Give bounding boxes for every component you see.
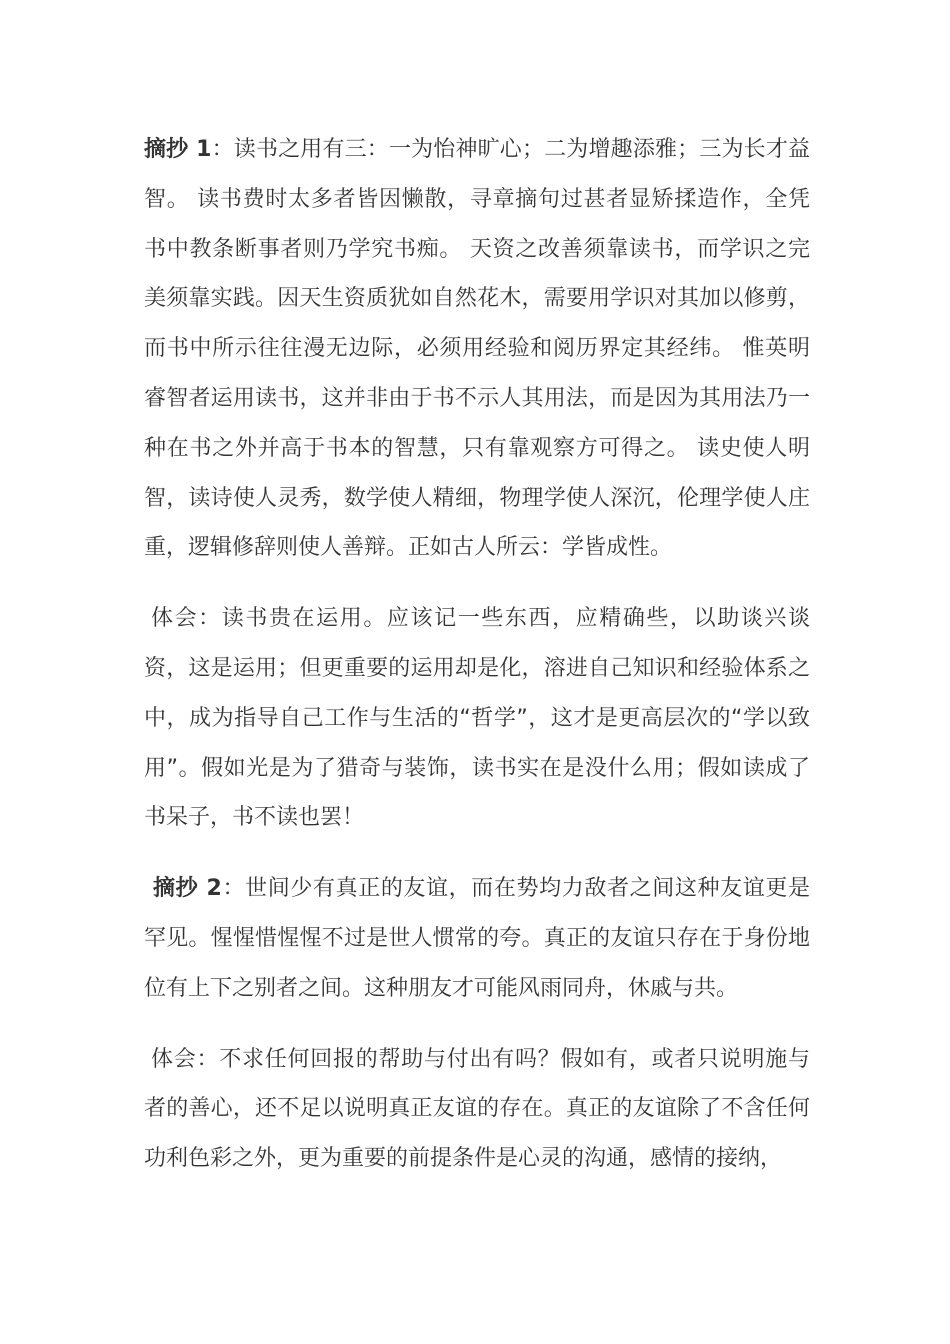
reflection-paragraph-1 bbox=[144, 594, 810, 843]
excerpt-text-2: ：世间少有真正的友谊，而在势均力敌者之间这种友谊更是罕见。惺惺惜惺惺不过是世人惯常的夸。真正的友谊只存在于身份地位有上下之别者之间。这种朋友才可能风雨同舟，休戚与共。 bbox=[144, 876, 810, 1001]
excerpt-text-1: ：读书之用有三：一为怡神旷心；二为增趣添雅；三为长才益智。 读书费时太多者皆因懒散，寻章摘句过甚者显矫揉造作，全凭书中教条断事者则乃学究书痴。 天资之改善须靠读书，而学识之完美须靠实践。因天生资质犹如自然花木，需要用学识对其加以修剪，而书中所示往往漫无边际，必须用经验和阅历界定其经纬。 惟英明睿智者运用读书，这并非由于书不示人其用法，而是因为其用法乃一种在书之外并高于书本的智慧，只有靠观察方可得之。 读史使人明智，读诗使人灵秀，数学使人精细，物理学使人深沉，伦理学使人庄重，逻辑修辞则使人善辩。正如古人所云：学皆成性。 bbox=[144, 137, 810, 561]
document-body bbox=[144, 125, 810, 1205]
excerpt-paragraph-1 bbox=[144, 125, 810, 573]
reflection-text-2: 体会：不求任何回报的帮助与付出有吗？假如有，或者只说明施与者的善心，还不足以说明真正友谊的存在。真正的友谊除了不含任何功利色彩之外，更为重要的前提条件是心灵的沟通，感情的接纳， bbox=[144, 1046, 810, 1172]
excerpt-label-2: 摘抄 2 bbox=[153, 876, 222, 902]
reflection-text-1: 体会：读书贵在运用。应该记一些东西，应精确些，以助谈兴谈资，这是运用；但更重要的运用却是化，溶进自己知识和经验体系之中，成为指导自己工作与生活的“哲学”，这才是更高层次的“学以致用”。假如光是为了猎奇与装饰，读书实在是没什么用；假如读成了书呆子，书不读也罢！ bbox=[144, 606, 810, 831]
reflection-paragraph-2 bbox=[144, 1035, 810, 1184]
excerpt-paragraph-2 bbox=[144, 864, 810, 1013]
excerpt-label-1: 摘抄 1 bbox=[144, 137, 212, 162]
